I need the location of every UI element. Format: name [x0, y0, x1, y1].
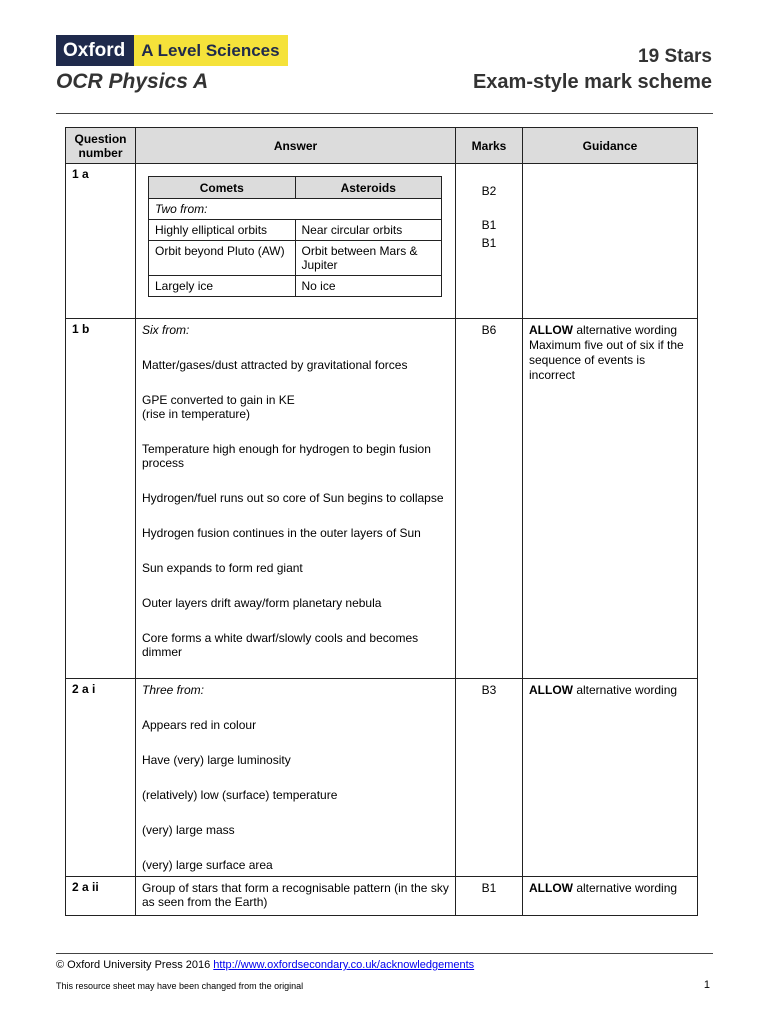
answer-point: Have (very) large luminosity: [142, 753, 291, 767]
table-row: [66, 679, 698, 877]
answer-cell: [136, 164, 456, 319]
header-divider: [56, 113, 713, 114]
answer-cell: [136, 679, 456, 877]
table-row: [66, 164, 698, 319]
marks-cell: B1: [456, 877, 523, 916]
guidance-cell: [523, 877, 698, 916]
answer-point: (rise in temperature): [142, 407, 251, 421]
allow-label: ALLOW: [529, 683, 573, 697]
table-header-row: [66, 128, 698, 164]
allow-label: ALLOW: [529, 881, 573, 895]
table-row: [66, 877, 698, 916]
answer-point: Temperature high enough for hydrogen to begin fusion process: [142, 442, 431, 470]
page-number: 1: [703, 979, 710, 991]
copyright-text: © Oxford University Press 2016: [56, 959, 214, 971]
answer-point: (relatively) low (surface) temperature: [142, 788, 338, 802]
guidance-cell: [523, 164, 698, 319]
header-marks: Marks: [456, 128, 523, 164]
guidance-cell: [523, 679, 698, 877]
footer-divider: [56, 953, 713, 954]
question-number: 2 a ii: [66, 877, 136, 916]
brand-subtitle: A Level Sciences: [134, 35, 287, 66]
marks-cell: B3: [456, 679, 523, 877]
guidance-text: alternative wording: [573, 881, 678, 895]
inner-header-comets: Comets: [149, 177, 296, 199]
answer-intro: Six from:: [142, 323, 190, 337]
answer-point: Appears red in colour: [142, 718, 257, 732]
copyright-line: [56, 959, 474, 971]
answer-point: GPE converted to gain in KE: [142, 393, 295, 407]
comet-property: Highly elliptical orbits: [149, 220, 296, 241]
marks-cell: B6: [456, 319, 523, 679]
brand-oxford: Oxford: [56, 35, 134, 66]
guidance-note: Maximum five out of six if the sequence of events is incorrect: [529, 338, 684, 382]
disclaimer-note: This resource sheet may have been changed from the original: [56, 981, 304, 991]
question-number: 2 a i: [66, 679, 136, 877]
header-answer: Answer: [136, 128, 456, 164]
answer-cell: Group of stars that form a recognisable pattern (in the sky as seen from the Earth): [136, 877, 456, 916]
asteroid-property: Orbit between Mars & Jupiter: [295, 241, 442, 276]
comets-asteroids-table: [148, 176, 442, 297]
mark-scheme-table: [65, 127, 698, 916]
asteroid-property: No ice: [295, 276, 442, 297]
header-guidance: Guidance: [523, 128, 698, 164]
mark-value: B2: [481, 184, 497, 198]
marks-cell: [456, 164, 523, 319]
brand-logo: [56, 35, 288, 66]
comet-property: Orbit beyond Pluto (AW): [149, 241, 296, 276]
answer-point: Matter/gases/dust attracted by gravitational forces: [142, 358, 408, 372]
chapter-title: 19 Stars: [638, 46, 712, 67]
answer-point: Sun expands to form red giant: [142, 561, 303, 575]
allow-label: ALLOW: [529, 323, 573, 337]
answer-point: Outer layers drift away/form planetary nebula: [142, 596, 382, 610]
header-question: Question number: [66, 128, 136, 164]
question-number: 1 b: [66, 319, 136, 679]
guidance-cell: [523, 319, 698, 679]
asteroid-property: Near circular orbits: [295, 220, 442, 241]
question-number: 1 a: [66, 164, 136, 319]
guidance-text: alternative wording: [573, 323, 678, 337]
answer-intro: Three from:: [142, 683, 205, 697]
mark-value: B1: [481, 218, 497, 232]
document-type: Exam-style mark scheme: [472, 71, 712, 93]
answer-point: (very) large surface area: [142, 858, 273, 872]
two-from-label: Two from:: [149, 199, 442, 220]
answer-point: Hydrogen fusion continues in the outer layers of Sun: [142, 526, 421, 540]
answer-point: Core forms a white dwarf/slowly cools and becomes dimmer: [142, 631, 419, 659]
comet-property: Largely ice: [149, 276, 296, 297]
answer-point: Hydrogen/fuel runs out so core of Sun begins to collapse: [142, 491, 444, 505]
guidance-text: alternative wording: [573, 683, 678, 697]
inner-header-asteroids: Asteroids: [295, 177, 442, 199]
subject-title: OCR Physics A: [56, 70, 209, 93]
acknowledgements-link[interactable]: http://www.oxfordsecondary.co.uk/acknowledgements: [213, 959, 475, 971]
mark-value: B1: [481, 236, 497, 250]
answer-cell: [136, 319, 456, 679]
table-row: [66, 319, 698, 679]
answer-point: (very) large mass: [142, 823, 235, 837]
